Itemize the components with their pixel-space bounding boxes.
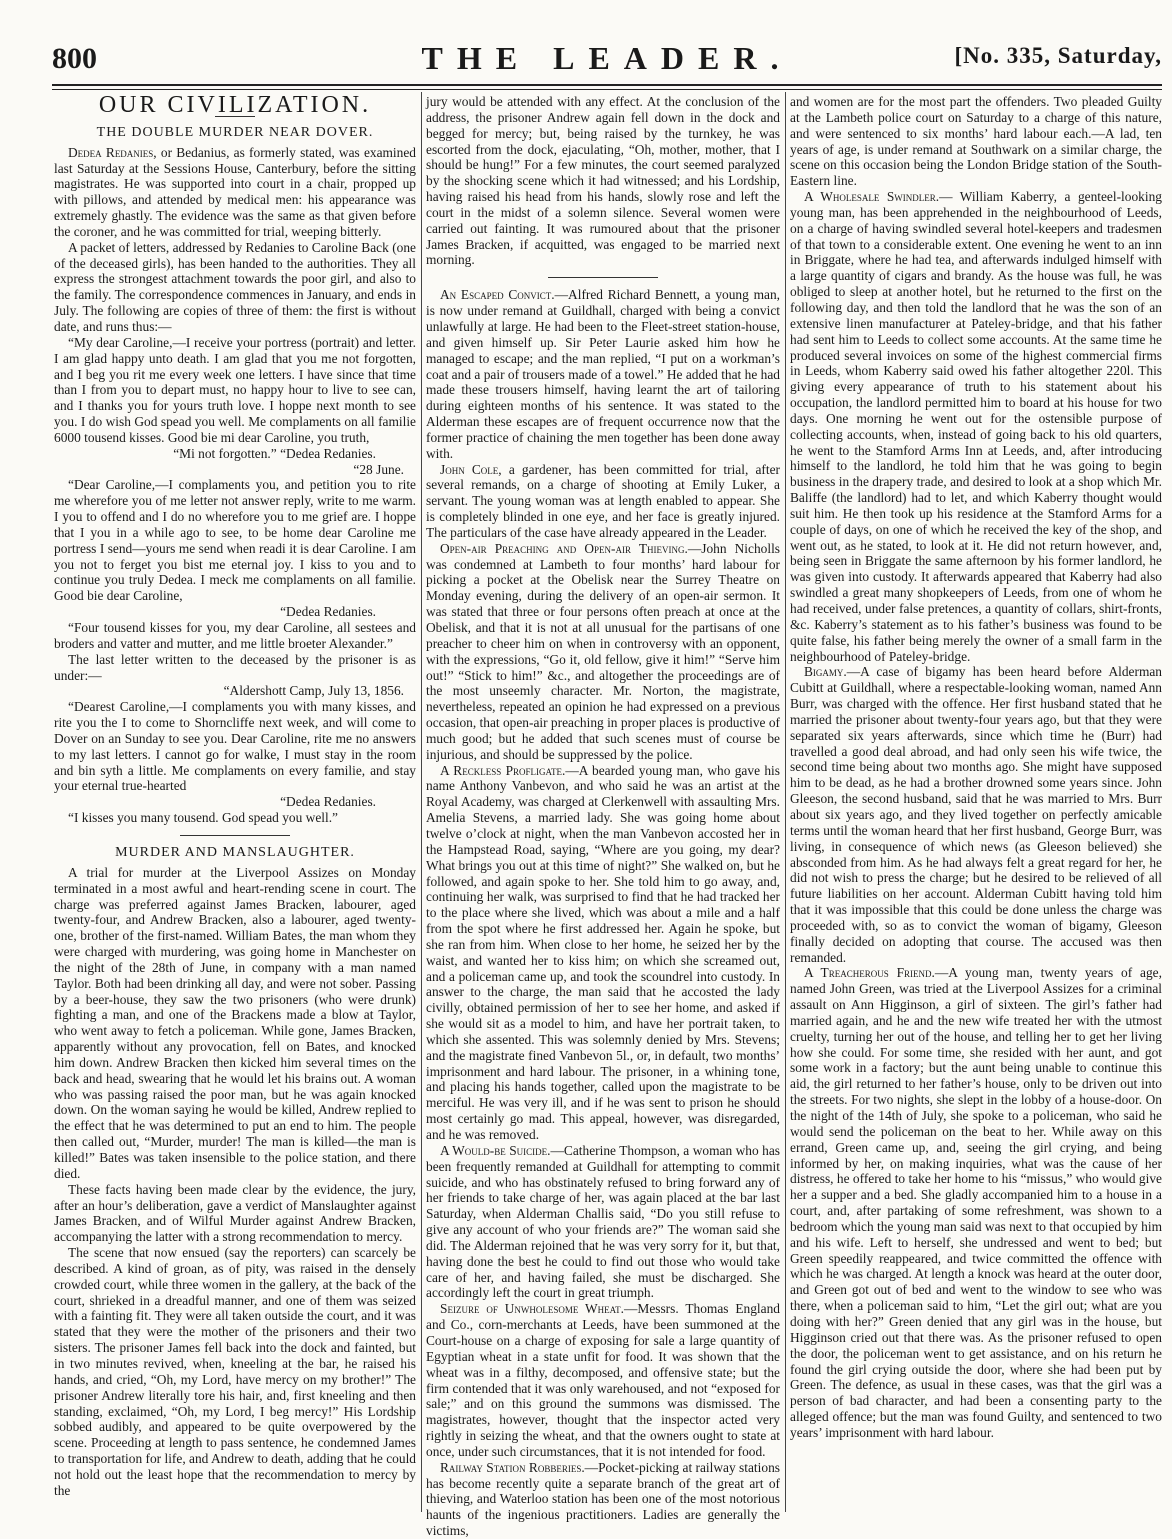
paragraph: A packet of letters, addressed by Redanies to Caroline Back (one of the deceased girls), has been handed to the authorities. They all express the strongest attachment towards the poor girl, and also to the family. The correspondence commences in January, and ends in July. The following are copies of three of them: the first is without date, and runs thus:— [54,239,416,334]
column-3 [790,94,1162,1514]
paragraph: Seizure of Unwholesome Wheat.—Messrs. Thomas England and Co., corn-merchants at Leeds, have been summoned at the Court-house on a charge of exposing for sale a large quantity of Egyptian wheat in a state unfit for food. It was shown that the wheat was in a filthy, decomposed, and offensive state; but the firm contended that it was only warehoused, and not “exposed for sale;” and on this ground the summons was dismissed. The magistrates, however, thought that the inspector acted very rightly in seizing the wheat, and that the owners ought to state at once, under such circumstances, that it is not intended for food. [426,1301,780,1459]
page-number: 800 [52,42,97,75]
letter-text: “Dear Caroline,—I complaments you, and petition you to rite me wherefore you of me letter not answer reply, write to me warm. I you to offend and I do no wherefore you to me grief are. I hoppe that I you in a while ago to see, to be home dear Caroline me portress I send—yours me send when readi it is dear Caroline. I am you not to ferget you bist me eternal joy. I kiss to you and to continue you truly Dedea. I meck me complaments on all familie. Good bie dear Caroline, [54,477,416,604]
letter-signature: “Dedea Redanies. [280,604,376,620]
letter-signature: “Dedea Redanies. [280,794,376,810]
masthead [52,40,1162,82]
lead-in: Railway Station Robberies. [440,1459,585,1475]
letter-signature: “Mi not forgotten.” “Dedea Redanies. [173,445,376,461]
column-rule [785,92,786,1512]
letter-text: “Dearest Caroline,—I complaments you with many kisses, and rite you the I to come to Shorncliffe next week, and will come to Dover on an Sunday to see you. Dear Caroline, rite me no answers to my last letters. I cannot go for walke, I must stay in the room and bin syth a little. Me complaments on every familie, and stay your eternal true-hearted [54,699,416,794]
masthead-rule-thin [52,89,1162,90]
lead-in: A Treacherous Friend. [804,965,935,981]
lead-in: John Cole, [440,461,502,477]
divider [180,835,290,836]
column-2 [426,94,780,1539]
section-title: OUR CIVILIZATION. [98,92,372,118]
paragraph: and women are for the most part the offenders. Two pleaded Guilty at the Lambeth police court on Saturday to a charge of this nature, and were sentenced to six months’ hard labour each.—A lad, ten years of age, is under remand at Southwark on a similar charge, the scene on this occasion being the London Bridge station of the South-Eastern line. [790,94,1162,189]
lead-in: A Reckless Profligate. [440,762,566,778]
article-heading: MURDER AND MANSLAUGHTER. [115,844,355,860]
letter-date: “Aldershott Camp, July 13, 1856. [223,683,404,699]
paragraph: Open-air Preaching and Open-air Thieving.—John Nicholls was condemned at Lambeth to four months’ hard labour for picking a pocket at the Obelisk near the Surrey Theatre on Monday evening, during the delivery of an open-air sermon. It was stated that three or four persons often preach at once at the Obelisk, and that it is not at all unusual for the partisans of one preacher to cheer him on when in controversy with an opponent, with the expressions, “Go it, old fellow, give it him!” “Serve him out!” “Stick to him!” &c., and altogether the proceedings are of the most unseemly character. Mr. Norton, the magistrate, nevertheless, repeated an opinion he had expressed on a previous occasion, that open-air preaching in proper places is productive of much good; but he added that such scenes must of course be injurious, and should be suppressed by the police. [426,540,780,762]
letter-date: “28 June. [353,461,404,477]
lead-in: Seizure of Unwholesome Wheat. [440,1301,625,1317]
paragraph: Railway Station Robberies.—Pocket-picking at railway stations has become recently quite a separate branch of the great art of thieving, and Waterloo station has been one of the most notorious haunts of the ingenious practitioners. Ladies are generally the victims, [426,1459,780,1539]
divider [548,277,658,278]
paragraph: A Wholesale Swindler.— William Kaberry, a genteel-looking young man, has been apprehended in the neighbourhood of Leeds, on a charge of having swindled several hotel-keepers and tradesmen of that town to a considerable extent. One evening he went to an inn in Briggate, where he had tea, and afterwards indulged himself with a large quantity of cigars and brandy. As the house was full, he was obliged to sleep at another hotel, but he returned to the first on the following day, and then told the landlord that he was the son of an extensive linen manufacturer at Pateley-bridge, and that his father had sent him to Leeds to collect some accounts. At the same time he produced several invoices on some of the highest commercial firms in Leeds, whom Kaberry said owed his father altogether 220l. This giving every appearance of truth to his statement about his occupation, the landlord permitted him to board at his house for two days. One morning he went out for the ostensible purpose of collecting accounts, when, instead of going back to his old quarters, he went to the Stamford Arms Inn at Leeds, and, after introducing himself to the landlord, he told him that he was going to begin business in the drapery trade, and desired to look at a shop which Mr. Baliffe (the landlord) had to let, and which Kaberry thought would suit him. He then took up his residence at the Stamford Arms for a couple of days, on one of which he received the key of the shop, and went out, as he stated, to look at it. He did not return however, and, being seen in Briggate the same afternoon by his former landlord, he was given into custody. It afterwards appeared that Kaberry had also swindled a great many shopkeepers of Leeds, from one of whom he had received, under false pretences, a quantity of collars, shirt-fronts, &c. Kaberry’s statement as to his father’s business was found to be quite false, his father being merely the owner of a small farm in the neighbourhood of Pateley-bridge. [790,189,1162,664]
paragraph: An Escaped Convict.—Alfred Richard Bennett, a young man, is now under remand at Guildhall, charged with being a convict unlawfully at large. He had been to the Fleet-street station-house, and given himself up. Sir Peter Laurie asked him how he managed to escape; and the man replied, “I put on a workman’s coat and a pair of trousers made of a towel.” He added that he had made these trousers himself, having learnt the art of tailoring during eighteen months of his sentence. It was stated to the Alderman these escapes are of frequent occurrence now that the former practice of chaining the men together has been done away with. [426,287,780,461]
lead-in: An Escaped Convict. [440,287,555,303]
paragraph: Bigamy.—A case of bigamy has been heard before Alderman Cubitt at Guildhall, where a respectable-looking woman, named Ann Burr, was charged with the offence. Her first husband stated that he married the prisoner about twenty-four years ago, but that they were separated six years afterwards, since which time he (Burr) had travelled a good deal abroad, and had only seen his wife twice, the second time being about two months ago. She might have supposed him to be dead, as he had a brother drowned some years since. John Gleeson, the second husband, said that he was married to Mrs. Burr about six years ago, and they lived together on perfectly amicable terms until the woman heard that her first husband, George Burr, was living, in consequence of which news (as Gleeson believed) she absconded from him. As he had always felt a great regard for her, he did not wish to press the charge; but he desired to be relieved of all future liabilities on her account. Alderman Cubitt having told him that it was impossible that this could be done unless the charge was proceeded with, so as to convict the woman of bigamy, Gleeson finally decided on adopting that course. The accused was then remanded. [790,664,1162,965]
letter-text: “I kisses you many tousend. God spead you well.” [68,810,338,826]
paragraph: The scene that now ensued (say the reporters) can scarcely be described. A kind of groan, as of pity, was raised in the densely crowded court, while three women in the gallery, at the back of the court, shrieked in a dreadful manner, and one of them was seized with a fainting fit. They were all taken outside the court, and it was stated that they were the mother of the prisoners and their two sisters. The prisoner James fell back into the dock and fainted, but in two minutes revived, when, kneeling at the bar, he raised his hands, and cried, “Oh, my Lord, have mercy on my brother!” The prisoner Andrew literally tore his hair, and, first kneeling and then standing, exclaimed, “Oh, my Lord, I beg mercy!” His Lordship sobbed audibly, and appeared to be quite overpowered by the scene. Proceeding at length to pass sentence, he condemned James to transportation for life, and Andrew to death, adding that he could not hold out the least hope that the recommendation to mercy by the [54,1245,416,1498]
paragraph: A trial for murder at the Liverpool Assizes on Monday terminated in a most awful and heart-rending scene in court. The charge was preferred against James Bracken, labourer, aged twenty-four, and Andrew Bracken, also a labourer, aged twenty-one, brother of the first-named. William Bates, the man whom they were charged with murdering, was going home in Manchester on the night of the 28th of June, in company with a man named Taylor. Both had been drinking all day, and were not sober. Passing by a beer-house, they saw the two prisoners (who were drunk) fighting a man, and one of the Brackens made a blow at Taylor, who went away to fetch a policeman. While gone, James Bracken, apparently without any provocation, fell on Bates, and knocked him down. Andrew Bracken then kicked him several times on the back and head, swearing that he would let his brains out. A woman who was passing raised the poor man, but he was again knocked down. On the woman saying he would be killed, Andrew replied to the effect that he was determined to put an end to him. The people then called out, “Murder, murder! The man is killed—the man is killed!” Bates was taken insensible to the police station, and there died. [54,864,416,1181]
paragraph: A Treacherous Friend.—A young man, twenty years of age, named John Green, was tried at the Liverpool Assizes for a criminal assault on Ann Higginson, a girl of sixteen. The girl’s father had married again, and he and the new wife treated her with the utmost cruelty, turning her out of the house, and telling her to get her living how she could. For some time, she resided with her aunt, and got some work in a factory; but the aunt being unable to continue this aid, the girl returned to her father’s house, only to be driven out into the streets. For two nights, she slept in the lobby of a house-door. On the night of the 14th of July, she spoke to a policeman, who said he would send the policeman on the beat to her. While away on this errand, Green came up, and, seeing the girl crying, and being informed by her, on making inquiries, what was the cause of her distress, he offered to take her home to his “missus,” who would give her a supper and a bed. She gladly accompanied him to a house in a court, and, after partaking of some refreshment, was shown to a bedroom which the young man said was next to that occupied by him and his wife. Left to herself, she undressed and went to bed; but Green speedily reappeared, and twice committed the offence with which he was charged. At length a knock was heard at the outer door, and Green got out of bed and went to the window to see who was there, when a policeman said to him, “Let the girl out; what are you doing with her?” Green denied that any girl was in the house, but Higginson cried out that there was. As the prisoner refused to open the door, the policeman went to get assistance, and on his return he found the girl crying outside the door, where she had been put by Green. The defence, as usual in these cases, was that the girl was a person of bad character, and had been a consenting party to the alleged offence; but the man was found Guilty, and sentenced to two years’ imprisonment with hard labour. [790,965,1162,1440]
issue-info: [No. 335, Saturday, [954,43,1162,68]
lead-in: A Would-be Suicide. [440,1142,551,1158]
paragraph: These facts having been made clear by the evidence, the jury, after an hour’s deliberation, gave a verdict of Manslaughter against James Bracken, and of Wilful Murder against Andrew Bracken, accompanying the latter with a strong recommendation to mercy. [54,1181,416,1245]
masthead-rule [52,84,1162,86]
paragraph: Dedea Redanies, or Bedanius, as formerly stated, was examined last Saturday at the Sessions House, Canterbury, before the sitting magistrates. He was supported into court in a chair, propped up with pillows, and attended by medical men: his appearance was extremely ghastly. The evidence was the same as that given before the coroner, and he was committed for trial, weeping bitterly. [54,144,416,239]
letter-text: “My dear Caroline,—I receive your portress (portrait) and letter. I am glad happy unto death. I am glad that you me not forgotten, and I beg you rit me every week one letters. I have since that time than I from you to depart must, no happy hour to live to see can, and I thanks you for yours truth love. I hoppe next month to see you. I do wish God spead you well. Me complaments on all familie 6000 tousend kisses. Good bie mi dear Caroline, you truth, [54,334,416,445]
paragraph: A Would-be Suicide.—Catherine Thompson, a woman who has been frequently remanded at Guildhall for attempting to commit suicide, and who has obstinately refused to bring forward any of her friends to take charge of her, was again placed at the bar last Saturday, when Alderman Challis said, “Do you still refuse to give any account of who your friends are?” The woman said she did. The Alderman rejoined that he was very sorry for it, but that, having done the best he could to find out those who would take care of her, and having failed, she must be discharged. She accordingly left the court in great triumph. [426,1142,780,1301]
lead-in: A Wholesale Swindler. [804,189,940,205]
article-heading: THE DOUBLE MURDER NEAR DOVER. [96,124,374,140]
letter-text: “Four tousend kisses for you, my dear Caroline, all sestees and broders and vatter and mutter, and me little broeter Alexander.” [54,620,416,651]
paragraph: John Cole, a gardener, has been committed for trial, after several remands, on a charge of shooting at Emily Luker, a servant. The young woman was at length enabled to appear. She is completely blinded in one eye, and her face is greatly injured. The particulars of the case have already appeared in the Leader. [426,461,780,540]
column-1 [54,94,416,1514]
column-rule [421,92,422,1512]
paragraph: jury would be attended with any effect. At the conclusion of the address, the prisoner Andrew again fell down in the dock and begged for mercy; but, being raised by the turnkey, he was escorted from the dock, ejaculating, “Oh, mother, mother, that I should be hung!” For a few minutes, the court seemed paralyzed by the shocking scene which it had witnessed; and his Lordship, having raised his head from his hands, slowly rose and left the court in the midst of a solemn silence. Several women were carried out fainting. It was rumoured about that the prisoner James Bracken, if acquitted, was engaged to be married next morning. [426,94,780,268]
lead-in: Open-air Preaching and Open-air Thieving. [440,540,688,556]
newspaper-title: THE LEADER. [421,40,793,76]
paragraph: The last letter written to the deceased by the prisoner is as under:— [54,651,416,683]
paragraph: A Reckless Profligate.—A bearded young man, who gave his name Anthony Vanbevon, and who said he was an artist at the Royal Academy, was charged at Clerkenwell with assaulting Mrs. Amelia Stevens, a married lady. She was going home about twelve o’clock at night, when the man Vanbevon accosted her in the Hampstead Road, saying, “Where are you going, my dear? What brings you out at this time of night?” She walked on, but he followed, and again spoke to her. She told him to go away, and, continuing her walk, was surprised to find that he had tracked her to the place where she lived, which was about a mile and a half from the spot where he first addressed her. Again he spoke, but she ran from him. When close to her home, he seized her by the waist, and wanted her to kiss him; on which she screamed out, and a policeman came up, and took the scoundrel into custody. In answer to the charge, the man said that he accosted the lady civilly, obtained permission of her to see her home, and asked if she would sit as a model to him, and have her portrait taken, to which she assented. This was solemnly denied by Mrs. Stevens; and the magistrate fined Vanbevon 5l., or, in default, two months’ imprisonment and hard labour. The prisoner, in a whining tone, and placing his hands together, called upon the magistrate to be merciful. He was very ill, and if he was sent to prison he should most certainly go mad. This appeal, however, was disregarded, and he was removed. [426,762,780,1142]
lead-in: Bigamy. [804,664,847,680]
lead-in: Dedea Redanies, [68,144,157,160]
